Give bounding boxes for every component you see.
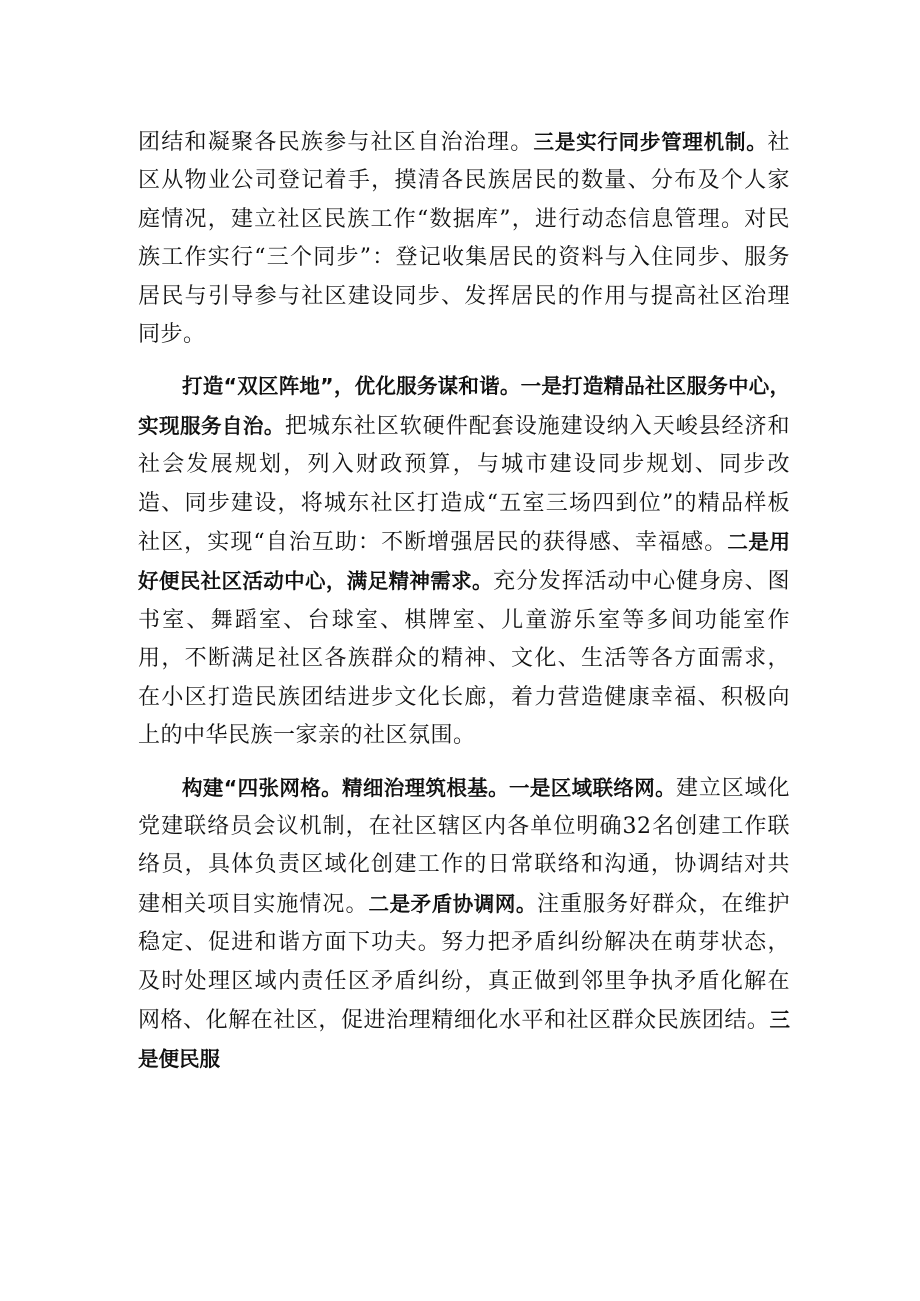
paragraph-3-heading-2: 二是矛盾协调网。: [368, 891, 537, 916]
paragraph-1-text-2: 社区从物业公司登记着手，摸清各民族居民的数量、分布及个人家庭情况，建立社区民族工作“数据库”，进行动态信息管理。对民族工作实行“三个同步”：登记收集居民的资料与入住同步、服务居民与引导参与社区建设同步、发挥居民的作用与提高社区治理同步。: [138, 130, 790, 348]
paragraph-2-heading-2: 二是用好便民社区活动中心，满足精神需求。: [138, 530, 791, 594]
paragraph-1-text-1: 团结和凝聚各民族参与社区自治治理。: [138, 130, 534, 155]
paragraph-2-text-2: 充分发挥活动中心健身房、图书室、舞蹈室、台球室、棋牌室、儿童游乐室等多间功能室作用，不断满足社区各族群众的精神、文化、生活等各方面需求，在小区打造民族团结进步文化长廊，着力营造健康幸福、积极向上的中华民族一家亲的社区氛围。: [138, 569, 790, 749]
paragraph-2: [138, 367, 790, 755]
paragraph-2-heading: 打造“双区阵地”，优化服务谋和谐。一是打造精品社区服务中心，实现服务自治。: [138, 374, 790, 438]
paragraph-1: [138, 123, 790, 354]
paragraph-3-heading-3: 三是便民服: [138, 1007, 790, 1072]
paragraph-2-text-1: 把城东社区软硬件配套设施建设纳入天峻县经济和社会发展规划，列入财政预算，与城市建设同步规划、同步改造、同步建设，将城东社区打造成“五室三场四到位”的精品样板社区，实现“自治互助：不断增强居民的获得感、幸福感。: [138, 413, 790, 556]
paragraph-3-heading: 构建“四张网格。精细治理筑根基。一是区域联络网。: [182, 775, 676, 800]
paragraph-3-text-2: 注重服务好群众，在维护稳定、促进和谐方面下功夫。努力把矛盾纠纷解决在萌芽状态，及时处理区域内责任区矛盾纠纷，真正做到邻里争执矛盾化解在网格、化解在社区，促进治理精细化水平和社区群众民族团结。: [138, 891, 790, 1033]
paragraph-3: [138, 769, 790, 1080]
paragraph-3-text-1: 建立区域化党建联络员会议机制，在社区辖区内各单位明确32名创建工作联络员，具体负责区域化创建工作的日常联络和沟通，协调结对共建相关项目实施情况。: [138, 775, 790, 917]
document-body: [138, 123, 790, 1093]
paragraph-1-heading-3: 三是实行同步管理机制。: [533, 130, 768, 154]
